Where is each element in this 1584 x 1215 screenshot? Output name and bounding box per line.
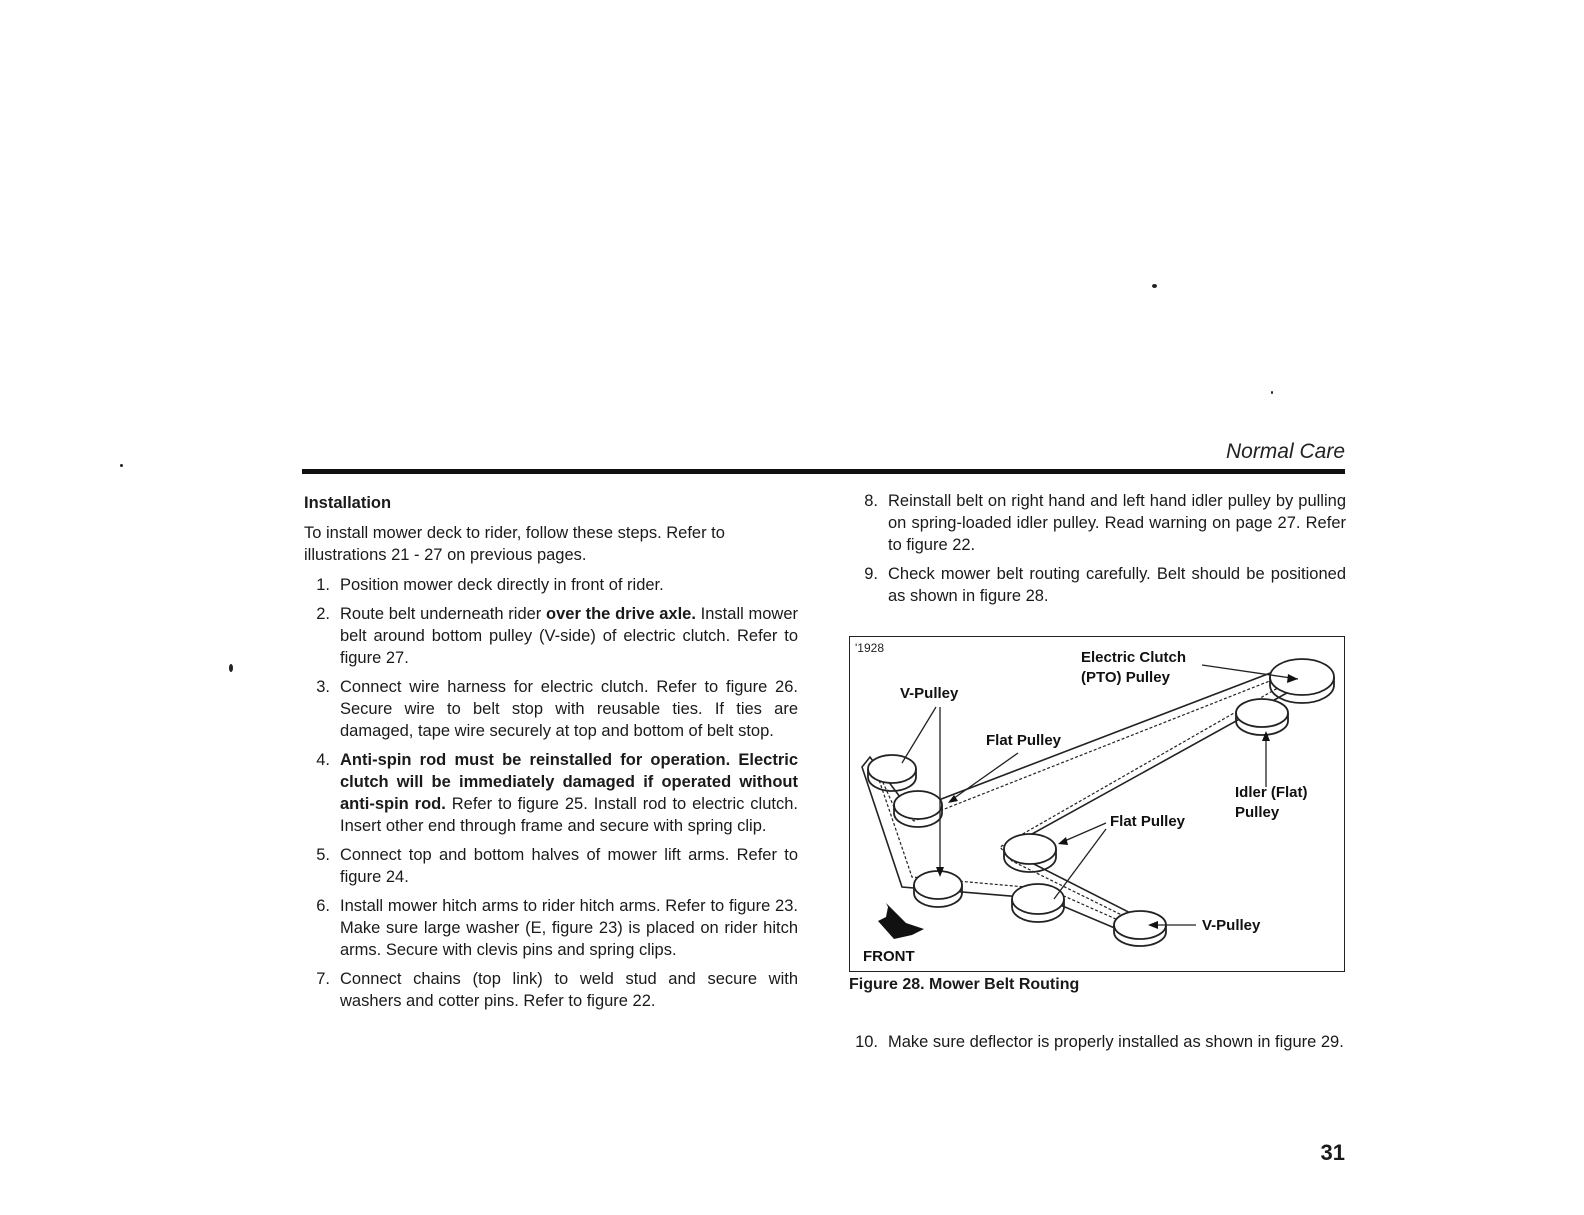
label-flat-pulley-top: Flat Pulley (986, 732, 1062, 749)
page-number: 31 (1320, 1140, 1345, 1165)
label-pto-pulley: (PTO) Pulley (1081, 669, 1170, 686)
installation-steps-continued (852, 490, 1346, 607)
electric-clutch-pulley-icon (1270, 659, 1334, 695)
label-electric-clutch: Electric Clutch (1081, 649, 1187, 666)
flat-pulley-top-icon (894, 791, 942, 819)
left-column (304, 492, 798, 1019)
step-6: 6. Install mower hitch arms to rider hitch arms. Refer to figure 23. Make sure large washer (E, figure 23) is placed on rider hitch arms. Secure with clevis pins and spring clips. (316, 897, 798, 959)
v-pulley-top-icon (868, 755, 916, 783)
scan-speck (1271, 391, 1273, 394)
lower-flat-pulley-icon (1012, 884, 1064, 914)
right-column (852, 490, 1346, 614)
scan-speck (120, 464, 123, 467)
label-idler-flat: Idler (Flat) (1235, 784, 1308, 801)
bottom-pulley-icon (914, 871, 962, 899)
label-idler-pulley: Pulley (1235, 804, 1280, 821)
header-rule (302, 469, 1345, 474)
label-front: FRONT (863, 948, 915, 965)
label-flat-pulley-mid: Flat Pulley (1110, 813, 1186, 830)
section-heading: Installation (304, 494, 392, 512)
figure-caption: Figure 28. Mower Belt Routing (849, 976, 1080, 993)
figure-id: '1928 (855, 641, 884, 655)
step-2: 2. Route belt underneath rider over the drive axle. Install mower belt around bottom pulley (V-side) of electric clutch. Refer to figure 27. (316, 605, 799, 667)
scan-speck (229, 664, 233, 672)
intro-paragraph: To install mower deck to rider, follow these steps. Refer to illustrations 21 - 27 on previous pages. (304, 524, 725, 564)
step-1: 1. Position mower deck directly in front of rider. (316, 576, 664, 594)
step-7: 7. Connect chains (top link) to weld stud and secure with washers and cotter pins. Refer to figure 22. (316, 970, 798, 1010)
step-8: 8. Reinstall belt on right hand and left hand idler pulley by pulling on spring-loaded idler pulley. Read warning on page 27. Refer to figure 22. (864, 492, 1346, 554)
label-v-pulley-top: V-Pulley (900, 685, 959, 702)
label-v-pulley-bottom: V-Pulley (1202, 917, 1261, 934)
step-10: 10. Make sure deflector is properly installed as shown in figure 29. (855, 1033, 1344, 1051)
step-9: 9. Check mower belt routing carefully. Belt should be positioned as shown in figure 28. (864, 565, 1346, 605)
flat-pulley-mid-icon (1004, 834, 1056, 864)
scan-speck (1152, 284, 1157, 288)
page-section-title: Normal Care (1225, 440, 1345, 463)
belt-routing-figure (849, 636, 1345, 972)
front-arrow-icon (878, 903, 924, 939)
installation-steps (304, 574, 798, 1012)
step-4: 4. Anti-spin rod must be reinstalled for operation. Electric clutch will be immediately damaged if operated without anti-spin rod. Refer to figure 25. Install rod to electric clutch. Insert other end through frame and secure with spring clip. (316, 751, 798, 835)
step-3: 3. Connect wire harness for electric clutch. Refer to figure 26. Secure wire to belt stop with reusable ties. If ties are damaged, tape wire securely at top and bottom of belt stop. (316, 678, 798, 740)
step-5: 5. Connect top and bottom halves of mower lift arms. Refer to figure 24. (316, 846, 798, 886)
idler-pulley-icon (1236, 699, 1288, 727)
